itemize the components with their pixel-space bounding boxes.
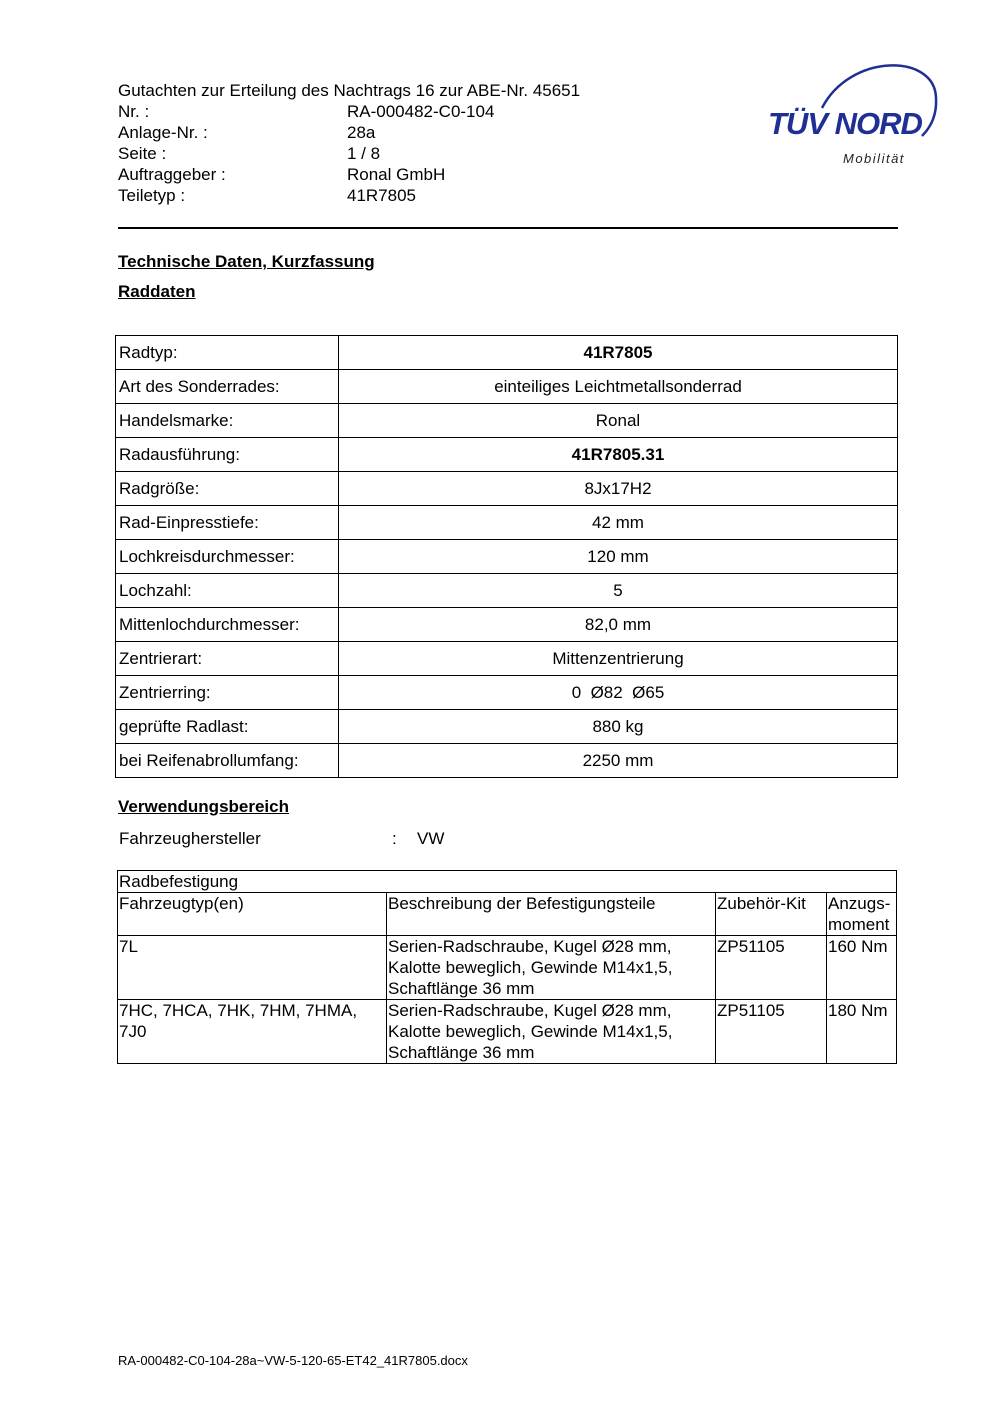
header-row-teiletyp (118, 185, 580, 206)
header-label: Teiletyp : (118, 186, 186, 205)
fixing-table (117, 870, 897, 1064)
wheel-key: Radgröße: (116, 472, 339, 506)
logo-brand: TÜV NORD (768, 106, 922, 141)
wheel-value: 41R7805 (339, 336, 898, 370)
header-divider (118, 227, 898, 229)
wheel-value: 8Jx17H2 (339, 472, 898, 506)
wheel-row (116, 472, 898, 506)
section-heading-raddaten: Raddaten (118, 282, 196, 301)
col-header-torque: Anzugs- moment (827, 893, 897, 936)
col-header-types: Fahrzeugtyp(en) (118, 893, 387, 936)
wheel-key: geprüfte Radlast: (116, 710, 339, 744)
wheel-row (116, 540, 898, 574)
wheel-value: einteiliges Leichtmetallsonderrad (339, 370, 898, 404)
fixing-title-row (118, 871, 897, 893)
wheel-row (116, 642, 898, 676)
vehicle-maker-line (119, 829, 444, 849)
logo-subtitle: Mobilität (843, 151, 905, 166)
cell-types: 7L (118, 936, 387, 1000)
document-header (118, 80, 580, 206)
wheel-key: Mittenlochdurchmesser: (116, 608, 339, 642)
wheel-key: Lochzahl: (116, 574, 339, 608)
wheel-key: Rad-Einpresstiefe: (116, 506, 339, 540)
cell-desc: Serien-Radschraube, Kugel Ø28 mm, Kalotte beweglich, Gewinde M14x1,5, Schaftlänge 36 mm (387, 936, 716, 1000)
wheel-key: Lochkreisdurchmesser: (116, 540, 339, 574)
wheel-key: Radausführung: (116, 438, 339, 472)
fixing-row (118, 1000, 897, 1064)
wheel-value: 880 kg (339, 710, 898, 744)
wheel-value: 2250 mm (339, 744, 898, 778)
report-title: Gutachten zur Erteilung des Nachtrags 16 zur ABE-Nr. 45651 (118, 81, 581, 100)
header-row-seite (118, 143, 580, 164)
header-value: RA-000482-C0-104 (347, 102, 495, 121)
header-label: Nr. : (118, 102, 150, 121)
wheel-key: Handelsmarke: (116, 404, 339, 438)
wheel-value: 82,0 mm (339, 608, 898, 642)
wheel-row (116, 506, 898, 540)
wheel-value: 0 Ø82 Ø65 (339, 676, 898, 710)
footer-filename: RA-000482-C0-104-28a~VW-5-120-65-ET42_41R7805.docx (118, 1353, 468, 1368)
wheel-value: Mittenzentrierung (339, 642, 898, 676)
header-row-nr (118, 101, 580, 122)
wheel-key: bei Reifenabrollumfang: (116, 744, 339, 778)
cell-kit: ZP51105 (716, 1000, 827, 1064)
fixing-header-row (118, 893, 897, 936)
wheel-row (116, 438, 898, 472)
wheel-value: Ronal (339, 404, 898, 438)
wheel-row (116, 676, 898, 710)
wheel-row (116, 744, 898, 778)
col-header-desc: Beschreibung der Befestigungsteile (387, 893, 716, 936)
maker-label: Fahrzeughersteller (119, 829, 261, 848)
section-heading-tech: Technische Daten, Kurzfassung (118, 252, 375, 271)
wheel-value: 41R7805.31 (339, 438, 898, 472)
header-value: 28a (347, 123, 376, 142)
header-value: 41R7805 (347, 186, 417, 205)
fixing-row (118, 936, 897, 1000)
cell-torque: 180 Nm (827, 1000, 897, 1064)
wheel-key: Zentrierring: (116, 676, 339, 710)
col-header-kit: Zubehör-Kit (716, 893, 827, 936)
cell-kit: ZP51105 (716, 936, 827, 1000)
wheel-row (116, 710, 898, 744)
wheel-key: Zentrierart: (116, 642, 339, 676)
wheel-row (116, 404, 898, 438)
cell-torque: 160 Nm (827, 936, 897, 1000)
header-value: Ronal GmbH (347, 165, 446, 184)
wheel-data-table (115, 335, 898, 778)
wheel-row (116, 608, 898, 642)
wheel-value: 42 mm (339, 506, 898, 540)
wheel-value: 5 (339, 574, 898, 608)
wheel-row (116, 370, 898, 404)
cell-types: 7HC, 7HCA, 7HK, 7HM, 7HMA, 7J0 (118, 1000, 387, 1064)
section-heading-usage: Verwendungsbereich (118, 797, 289, 816)
wheel-value: 120 mm (339, 540, 898, 574)
header-row-anlage (118, 122, 580, 143)
header-row-auftraggeber (118, 164, 580, 185)
maker-colon: : (392, 829, 397, 848)
wheel-row (116, 336, 898, 370)
header-label: Seite : (118, 144, 167, 163)
header-value: 1 / 8 (347, 144, 381, 163)
wheel-row (116, 574, 898, 608)
header-label: Anlage-Nr. : (118, 123, 208, 142)
header-label: Auftraggeber : (118, 165, 226, 184)
wheel-key: Radtyp: (116, 336, 339, 370)
fixing-title: Radbefestigung (118, 871, 897, 893)
wheel-key: Art des Sonderrades: (116, 370, 339, 404)
tuv-nord-logo (760, 58, 950, 173)
cell-desc: Serien-Radschraube, Kugel Ø28 mm, Kalotte beweglich, Gewinde M14x1,5, Schaftlänge 36 mm (387, 1000, 716, 1064)
maker-value: VW (417, 829, 445, 848)
